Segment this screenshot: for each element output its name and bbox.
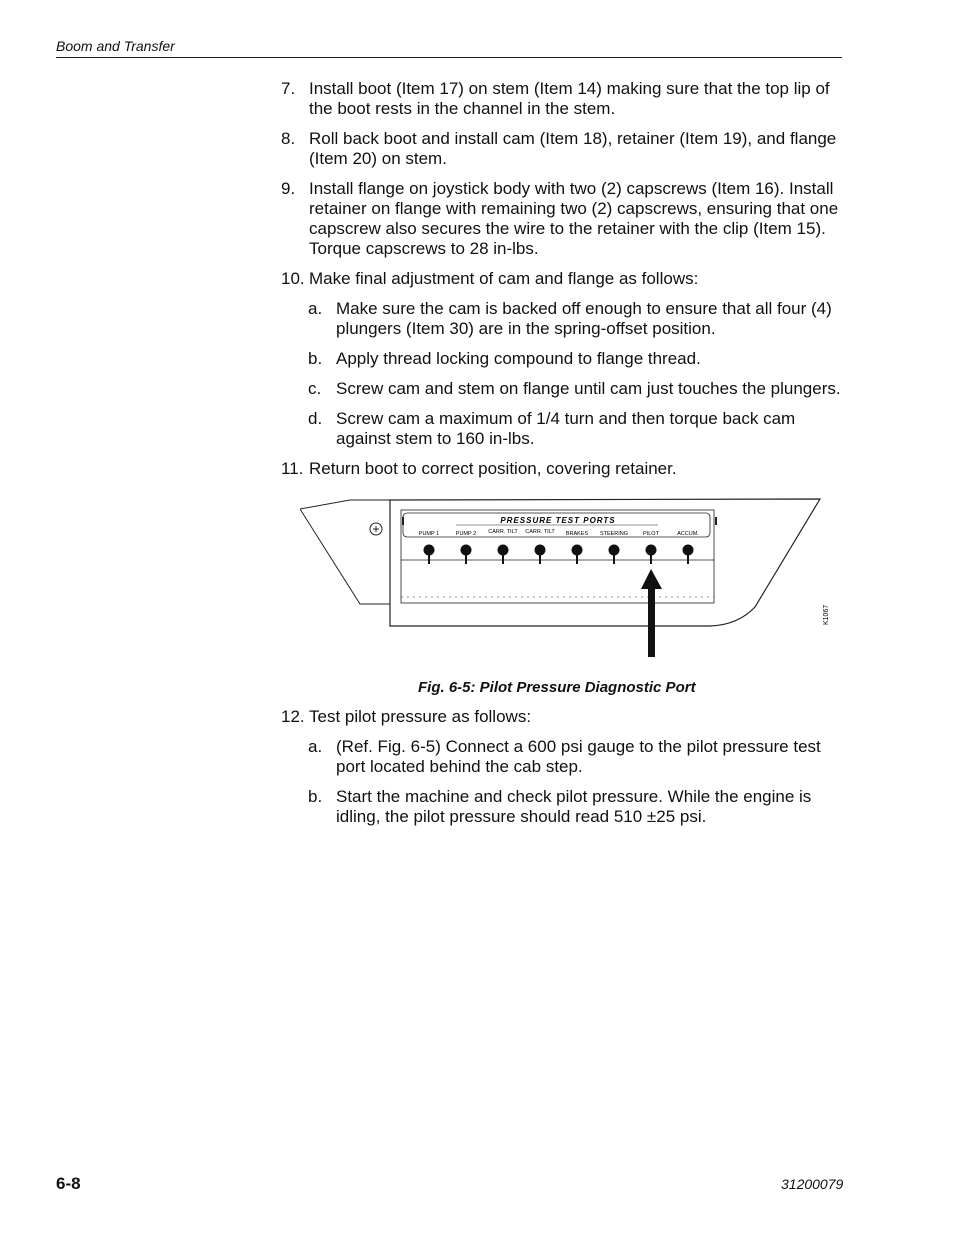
header-rule (56, 57, 842, 58)
step-12b (281, 787, 846, 827)
step-12a (281, 737, 846, 777)
step-text: Install boot (Item 17) on stem (Item 14) making sure that the top lip of the boot rests in the channel in the stem. (309, 79, 830, 118)
step-10d (281, 409, 846, 449)
port-label-carr-tilt-1: CARR. TILT (488, 529, 518, 535)
page-number: 6-8 (56, 1174, 81, 1193)
substep-letter: c. (308, 379, 322, 398)
step-number: 11. (281, 459, 304, 478)
step-text: Return boot to correct position, covering retainer. (309, 459, 677, 478)
figure-pressure-test-ports (300, 497, 840, 662)
substep-text: Apply thread locking compound to flange thread. (336, 349, 701, 368)
port-stem-pump-2 (465, 555, 467, 564)
panel-title: PRESSURE TEST PORTS (500, 516, 616, 525)
port-label-brakes: BRAKES (565, 531, 589, 537)
port-label-accum: ACCUM. (677, 531, 699, 537)
step-text: Test pilot pressure as follows: (309, 707, 532, 726)
port-stem-pilot (650, 555, 652, 564)
step-number: 7. (281, 79, 296, 98)
step-8 (281, 129, 846, 169)
procedure-steps (281, 79, 846, 489)
step-7 (281, 79, 846, 119)
step-number: 12. (281, 707, 305, 726)
substep-letter: b. (308, 787, 323, 806)
substep-letter: a. (308, 299, 323, 318)
substep-text: (Ref. Fig. 6-5) Connect a 600 psi gauge to the pilot pressure test port located behind the cab step. (336, 737, 821, 776)
substep-text: Make sure the cam is backed off enough to ensure that all four (4) plungers (Item 30) are in the spring-offset position. (336, 299, 832, 338)
step-number: 10. (281, 269, 305, 288)
substep-letter: a. (308, 737, 323, 756)
port-stem-steering (613, 555, 615, 564)
port-fitting-carr-tilt-1 (498, 545, 509, 556)
port-label-pilot: PILOT (643, 531, 659, 537)
port-stem-carr-tilt-2 (539, 555, 541, 564)
port-label-pump-2: PUMP 2 (455, 531, 477, 537)
port-fitting-brakes (572, 545, 583, 556)
port-stem-carr-tilt-1 (502, 555, 504, 564)
step-11 (281, 459, 846, 479)
port-label-pump-1: PUMP 1 (418, 531, 440, 537)
port-fitting-pilot (646, 545, 657, 556)
step-number: 9. (281, 179, 296, 198)
step-10b (281, 349, 846, 369)
substep-letter: b. (308, 349, 323, 368)
substep-text: Screw cam a maximum of 1/4 turn and then torque back cam against stem to 160 in-lbs. (336, 409, 796, 448)
port-fitting-pump-1 (424, 545, 435, 556)
port-fitting-steering (609, 545, 620, 556)
port-fitting-pump-2 (461, 545, 472, 556)
step-9 (281, 179, 846, 259)
substep-text: Start the machine and check pilot pressure. While the engine is idling, the pilot pressure should read 510 ±25 psi. (336, 787, 812, 826)
step-10c (281, 379, 846, 399)
step-text: Make final adjustment of cam and flange as follows: (309, 269, 699, 288)
step-10a (281, 299, 846, 339)
side-bracket (300, 500, 390, 604)
step-10 (281, 269, 846, 289)
port-label-carr-tilt-2: CARR. TILT (525, 529, 555, 535)
port-label-steering: STEERING (599, 531, 629, 537)
pressure-panel-drawing (300, 497, 840, 662)
figure-caption: Fig. 6-5: Pilot Pressure Diagnostic Port (418, 679, 696, 696)
step-12 (281, 707, 846, 727)
document-number: 31200079 (781, 1176, 844, 1192)
port-fitting-carr-tilt-2 (535, 545, 546, 556)
port-stem-brakes (576, 555, 578, 564)
header-title: Boom and Transfer (56, 38, 175, 54)
substep-text: Screw cam and stem on flange until cam just touches the plungers. (336, 379, 841, 398)
step-number: 8. (281, 129, 296, 148)
procedure-steps-2 (281, 707, 846, 837)
port-stem-accum (687, 555, 689, 564)
port-stem-pump-1 (428, 555, 430, 564)
step-text: Install flange on joystick body with two (2) capscrews (Item 16). Install retainer on flange with remaining two (2) capscrews, ensuring that one capscrew also secures the wire to the retainer with the clip (Item 15). Torque capscrews to 28 in-lbs. (309, 179, 839, 258)
figure-code: K1067 (823, 604, 830, 625)
step-text: Roll back boot and install cam (Item 18), retainer (Item 19), and flange (Item 20) on stem. (309, 129, 837, 168)
port-fitting-accum (683, 545, 694, 556)
substep-letter: d. (308, 409, 323, 428)
